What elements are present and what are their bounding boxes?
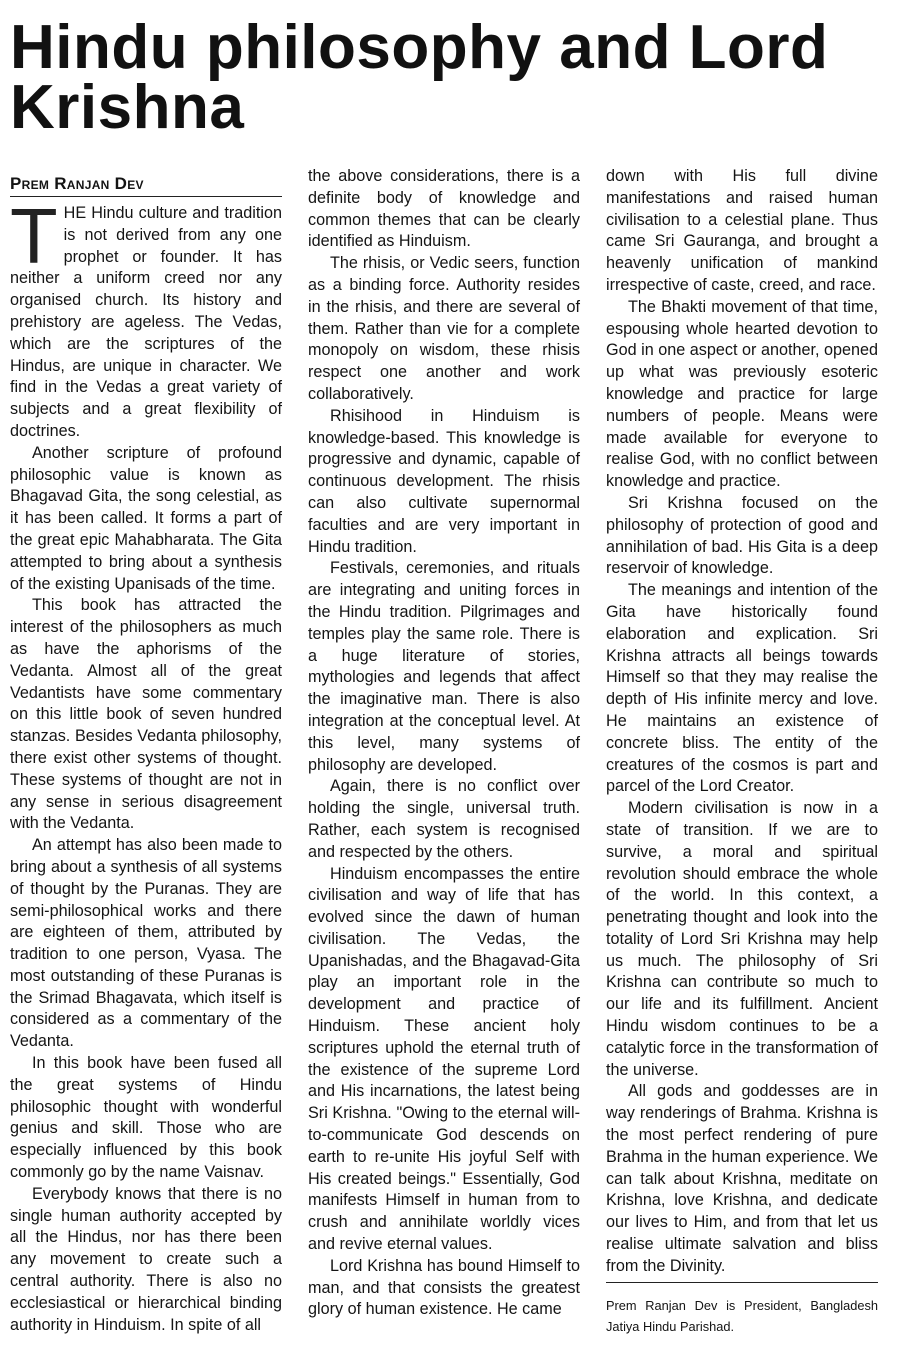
- column-2: [308, 166, 580, 1321]
- paragraph: The rhisis, or Vedic seers, function as a binding force. Authority resides in the rhisis, and there are several of them. Rather than vie for a complete monopoly on wisdom, these rhisis respect one another and work collaboratively.: [308, 254, 580, 403]
- paragraph-continuation: the above considerations, there is a definite body of knowledge and common themes that can be clearly identified as Hinduism.: [308, 167, 580, 251]
- paragraph: Again, there is no conflict over holding the single, universal truth. Rather, each system is recognised and respected by the others.: [308, 777, 580, 861]
- author-bio: Prem Ranjan Dev is President, Bangladesh Jatiya Hindu Parishad.: [606, 1298, 878, 1334]
- paragraph: The meanings and intention of the Gita have historically found elaboration and explication. Sri Krishna attracts all beings towards Himself so that they may realise the depth of His infinite mercy and love. He maintains an existence of concrete bliss. The entity of the creatures of the cosmos is part and parcel of the Lord Creator.: [606, 581, 878, 796]
- bio-divider: [606, 1282, 878, 1283]
- paragraph: Rhisihood in Hinduism is knowledge-based. This knowledge is progressive and dynamic, capable of continuous development. The rhisis can also cultivate supernormal faculties and are very important in Hindu tradition.: [308, 406, 580, 556]
- column-1: [10, 173, 282, 1336]
- first-paragraph: [10, 192, 282, 443]
- byline: Prem Ranjan Dev: [10, 173, 282, 197]
- column-3: [606, 166, 878, 1278]
- paragraph: Another scripture of profound philosophic value is known as Bhagavad Gita, the song celestial, as it has been called. It forms a part of the great epic Mahabharata. The Gita attempted to bring about a synthesis of the existing Upanisads of the time.: [10, 443, 282, 593]
- paragraph: This book has attracted the interest of the philosophers as much as have the aphorisms of the Vedanta. Almost all of the great Vedantists have some commentary on this little book of seven hundred stanzas. Besides Vedanta philosophy, there exist other systems of thought. These systems of thought are not in any sense in serious disagreement with the Vedanta.: [10, 596, 282, 833]
- paragraph: In this book have been fused all the great systems of Hindu philosophic thought with wonderful genius and skill. Those who are especially influenced by this book commonly go by the name Vaisnav.: [10, 1054, 282, 1182]
- paragraph: Everybody knows that there is no single human authority accepted by all the Hindus, nor has there been any movement to create such a central authority. There is also no ecclesiastical or hierarchical binding authority in Hinduism. In spite of all: [10, 1184, 282, 1334]
- first-paragraph-text: HE Hindu culture and tradition is not derived from any one prophet or founder. It has neither a uniform creed nor any organised church. Its history and prehistory are ageless. The Vedas, which are the scriptures of the Hindus, are unique in character. We find in the Vedas a great variety of subjects and a great flexibility of doctrines.: [10, 204, 282, 440]
- paragraph: Modern civilisation is now in a state of transition. If we are to survive, a moral and spiritual revolution should embrace the whole of the world. In this context, a penetrating thought and look into the totality of Lord Sri Krishna may help us much. The philosophy of Sri Krishna can contribute so much to our life and its fulfillment. Ancient Hindu wisdom continues to be a catalytic force in the transformation of the universe.: [606, 799, 878, 1079]
- drop-cap: T: [10, 192, 58, 280]
- paragraph: Sri Krishna focused on the philosophy of protection of good and annihilation of bad. His Gita is a deep reservoir of knowledge.: [606, 493, 878, 578]
- paragraph: Festivals, ceremonies, and rituals are integrating and uniting forces in the Hindu tradition. Pilgrimages and temples play the same role. There is a huge literature of stories, mythologies and legends that affect the imaginative man. There is also integration at the conceptual level. At this level, many systems of philosophy are developed.: [308, 559, 580, 774]
- paragraph: The Bhakti movement of that time, espousing whole hearted devotion to God in one aspect or another, opened up what was previously esoteric knowledge and practice for large numbers of people. Means were made available for everyone to realise God, with no conflict between knowledge and practice.: [606, 297, 878, 491]
- paragraph-continuation: down with His full divine manifestations and raised human civilisation to a celestial plane. Thus came Sri Gauranga, and brought a heavenly unification of mankind irrespective of caste, creed, and race.: [606, 167, 878, 294]
- paragraph: All gods and goddesses are in way renderings of Brahma. Krishna is the most perfect rendering of pure Brahma in the human experience. We can talk about Krishna, meditate on Krishna, love Krishna, and dedicate our lives to Him, and from that let us realise ultimate salvation and bliss from the Divinity.: [606, 1082, 878, 1275]
- paragraph: Lord Krishna has bound Himself to man, and that consists the greatest glory of human existence. He came: [308, 1256, 580, 1319]
- paragraph: Hinduism encompasses the entire civilisation and way of life that has evolved since the dawn of human civilisation. The Vedas, the Upanishadas, and the Bhagavad-Gita play an important role in the development and practice of Hinduism. These ancient holy scriptures uphold the eternal truth of the existence of the supreme Lord and His incarnations, the latest being Sri Krishna. "Owing to the eternal will-to-communicate God descends on earth to re-unite His joyful Self with His created beings." Essentially, God manifests Himself in human from to crush and annihilate worldly vices and revive eternal values.: [308, 864, 580, 1254]
- paragraph: An attempt has also been made to bring about a synthesis of all systems of thought by the Puranas. They are semi-philosophical works and there are eighteen of them, attributed by tradition to one person, Vyasa. The most outstanding of these Puranas is the Srimad Bhagavata, which itself is considered as a commentary of the Vedanta.: [10, 836, 282, 1051]
- headline: Hindu philosophy and Lord Krishna: [10, 13, 829, 142]
